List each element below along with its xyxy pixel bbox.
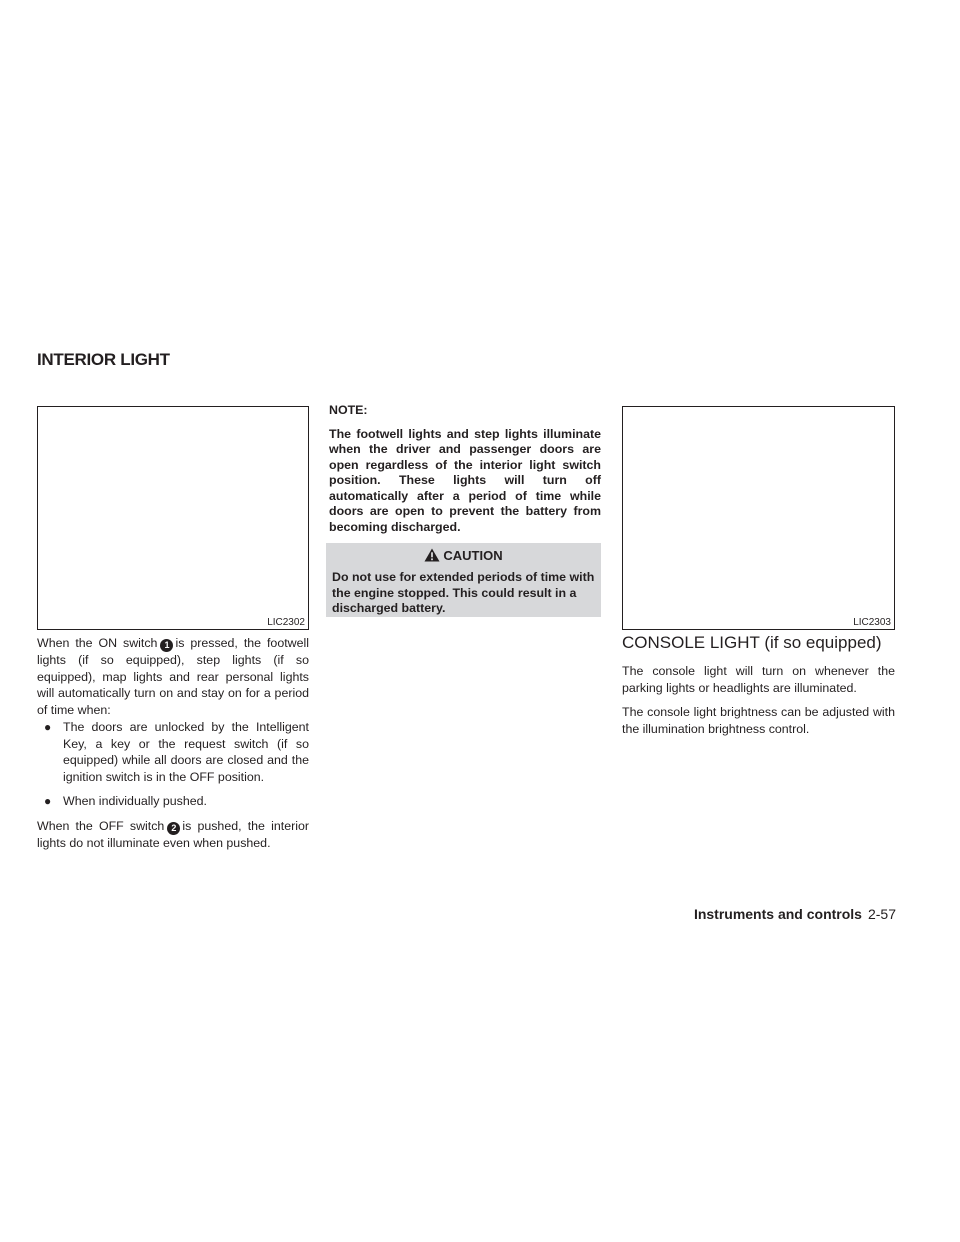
bullet-text: The doors are unlocked by the Intelligent Key, a key or the request switch (if so equipped) while all doors are closed and the ignition switch is in the OFF position. [63, 720, 309, 784]
figure-left [37, 406, 309, 630]
caution-box [326, 543, 601, 617]
right-column [622, 663, 895, 737]
caution-text: Do not use for extended periods of time with the engine stopped. This could result in a discharged battery. [332, 570, 595, 615]
callout-1-icon: 1 [160, 639, 173, 652]
figure-code-left: LIC2302 [267, 617, 305, 628]
figure-code-right: LIC2303 [853, 617, 891, 628]
figure-right [622, 406, 895, 630]
warning-triangle-icon [424, 548, 440, 562]
page-number: 2-57 [867, 906, 896, 922]
caution-header [326, 543, 601, 567]
note-label: NOTE: [329, 403, 368, 417]
section-title: INTERIOR LIGHT [37, 350, 170, 369]
caution-title: CAUTION [443, 547, 503, 563]
bullet-icon: ● [44, 794, 52, 808]
page-footer [680, 906, 896, 922]
console-paragraph-2: The console light brightness can be adjusted with the illumination brightness control. [622, 705, 895, 736]
callout-2-icon: 2 [167, 822, 180, 835]
middle-column [329, 402, 601, 535]
off-switch-text-end: is pushed, the interior lights do not illuminate even when pushed. [37, 818, 309, 850]
bullet-text: When individually pushed. [63, 794, 207, 808]
bullet-item [37, 719, 309, 785]
note-text: The footwell lights and step lights illuminate when the driver and passenger doors are open regardless of the interior light switch position. These lights will turn off automatically after a period of time while doors are open to prevent the battery from becoming discharged. [329, 426, 601, 534]
on-switch-text-end: is pressed, the footwell lights (if so equipped), step lights (if so equipped), map lights and rear personal lights will automatically turn on and stay on for a period of time when: [37, 636, 309, 717]
console-paragraph-1: The console light will turn on whenever the parking lights or headlights are illuminated. [622, 664, 895, 695]
on-switch-text-start: When the ON switch [37, 636, 158, 650]
bullet-icon: ● [44, 720, 52, 734]
paragraph-on-switch [37, 635, 309, 718]
console-light-heading: CONSOLE LIGHT (if so equipped) [622, 633, 882, 652]
bullet-item [37, 793, 309, 810]
left-column [37, 635, 309, 851]
footer-section-name: Instruments and controls [693, 906, 862, 922]
off-switch-text-start: When the OFF switch [37, 818, 165, 833]
paragraph-off-switch [37, 818, 309, 852]
